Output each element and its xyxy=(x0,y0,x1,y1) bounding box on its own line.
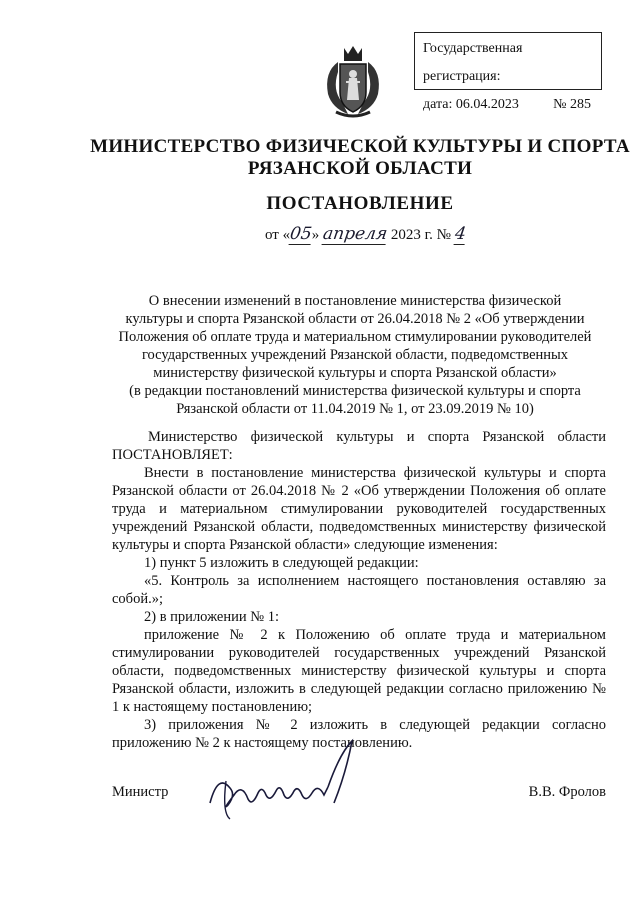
coat-of-arms-emblem xyxy=(318,42,388,120)
document-date-line: от «05» апреля 2023 г. № 4 xyxy=(265,224,467,244)
body-paragraph: 3) приложения № 2 изложить в следующей редакции согласно приложению № 2 к настоящему постановлению. xyxy=(112,717,606,751)
body-paragraph: Министерство физической культуры и спорта Рязанской области ПОСТАНОВЛЯЕТ: xyxy=(112,429,606,463)
signer-name: В.В. Фролов xyxy=(528,784,606,800)
title-line: культуры и спорта Рязанской области от 26.04.2018 № 2 «Об утверждении xyxy=(125,311,585,327)
body-paragraph: «5. Контроль за исполнением настоящего постановления оставляю за собой.»; xyxy=(112,573,606,607)
ministry-name xyxy=(60,136,640,180)
body-paragraph: Внести в постановление министерства физической культуры и спорта Рязанской области от 26.04.2018 № 2 «Об утверждении Положения об оплате труда и материальном стимулировании руководителей государственных учреждений Рязанской области, подведомственных министерству физической культуры и спорта Рязанской области» следующие изменения: xyxy=(112,465,606,553)
document-body xyxy=(112,428,606,752)
handwritten-signature xyxy=(200,733,360,823)
registration-stamp xyxy=(414,32,602,112)
title-line: Положения об оплате труда и материальном стимулировании руководителей xyxy=(118,329,592,345)
body-paragraph: 1) пункт 5 изложить в следующей редакции: xyxy=(144,555,419,571)
body-paragraph: приложение № 2 к Положению об оплате труда и материальном стимулировании руководителей государственных учреждений Рязанской области, подведомственных министерству физической культуры и спорта Рязанской области, изложить в следующей редакции согласно приложению № 1 к настоящему постановлению; xyxy=(112,627,606,715)
year-label: 2023 г. № xyxy=(390,227,451,243)
ministry-line-2: РЯЗАНСКОЙ ОБЛАСТИ xyxy=(247,158,473,179)
signer-position: Министр xyxy=(112,784,169,800)
title-line: государственных учреждений Рязанской области, подведомственных xyxy=(141,347,569,363)
title-line: О внесении изменений в постановление министерства физической xyxy=(148,293,562,309)
registration-number: № 285 xyxy=(553,97,591,112)
handwritten-month: апреля xyxy=(321,224,389,244)
document-type: ПОСТАНОВЛЕНИЕ xyxy=(266,193,454,214)
registration-title: Государственная регистрация: xyxy=(423,41,523,84)
title-line: (в редакции постановлений министерства физической культуры и спорта xyxy=(129,383,581,399)
title-line: Рязанской области от 11.04.2019 № 1, от 23.09.2019 № 10) xyxy=(176,401,534,417)
handwritten-day: 05 xyxy=(288,224,314,244)
document-title xyxy=(110,292,600,418)
handwritten-number: 4 xyxy=(453,224,467,244)
ministry-line-1: МИНИСТЕРСТВО ФИЗИЧЕСКОЙ КУЛЬТУРЫ И СПОРТА xyxy=(90,136,630,157)
body-paragraph: 2) в приложении № 1: xyxy=(144,609,279,625)
title-line: министерству физической культуры и спорта Рязанской области» xyxy=(153,365,557,381)
registration-date: 06.04.2023 xyxy=(455,97,519,112)
registration-date-label: дата: xyxy=(423,97,453,112)
